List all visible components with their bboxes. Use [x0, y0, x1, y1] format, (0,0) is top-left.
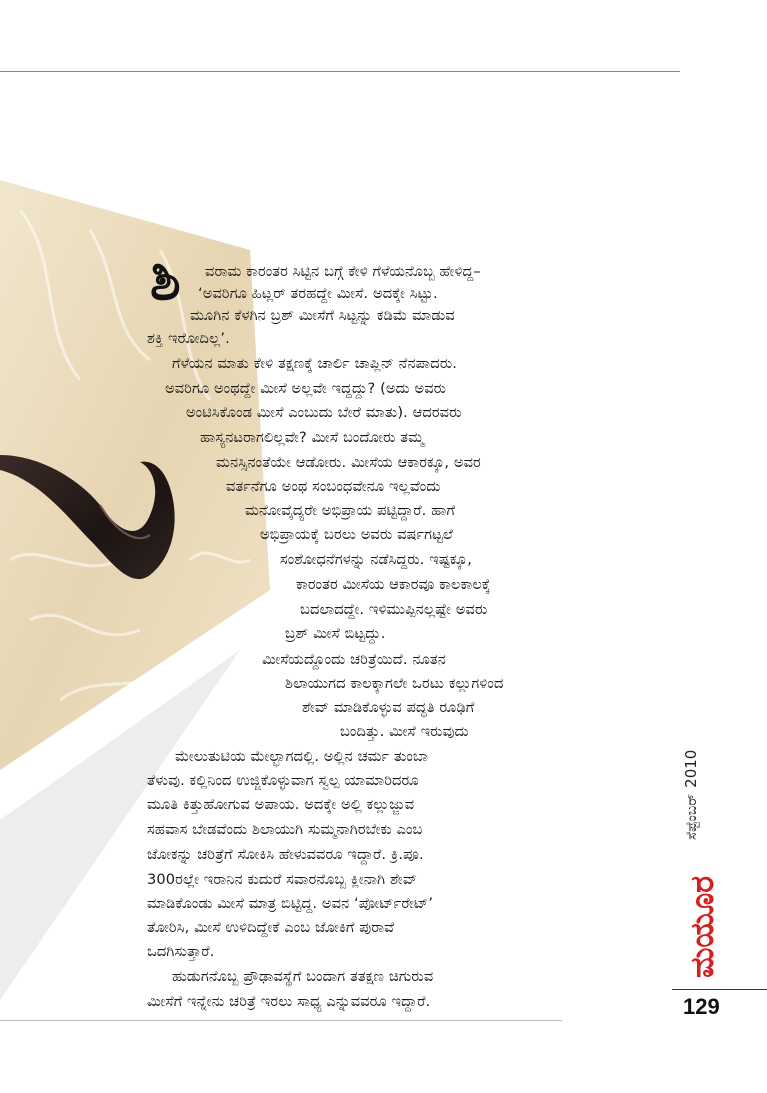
magazine-logo: ಮಯೂರ: [683, 875, 721, 978]
article-line: ಮೂಗಿನ ಕೆಳಗಿನ ಬ್ರಶ್ ಮೀಸೆಗೆ ಸಿಟ್ಟನ್ನು ಕಡಿಮೆ ಮಾಡುವ: [190, 307, 455, 324]
article-line: ಒದಗಿಸುತ್ತಾರೆ.: [147, 943, 215, 960]
article-line: ಬಂದಿತ್ತು. ಮೀಸೆ ಇರುವುದು: [340, 723, 469, 740]
issue-date: [681, 750, 700, 840]
article-line: ಸಹವಾಸ ಬೇಡವೆಂದು ಶಿಲಾಯುಗಿ ಸುಮ್ಮನಾಗಿರಬೇಕು ಎಂಬ: [147, 821, 423, 838]
article-line: ಮನಸ್ಸಿನಂತೆಯೇ ಆಡೋರು. ಮೀಸೆಯ ಆಕಾರಕ್ಕೂ, ಅವರ: [216, 454, 481, 471]
article-line: ಮೂತಿ ಕಿತ್ತುಹೋಗುವ ಅಪಾಯ. ಅದಕ್ಕೇ ಅಲ್ಲಿ ಕಲ್ಲುಜ್ಜುವ: [147, 796, 415, 813]
article-line: ಮೀಸೆಯದ್ದೊಂದು ಚರಿತ್ರೆಯಿದೆ. ನೂತನ: [262, 651, 446, 668]
article-line: ಶಿಲಾಯುಗದ ಕಾಲಕ್ಕಾಗಲೇ ಒರಟು ಕಲ್ಲುಗಳಿಂದ: [285, 675, 504, 692]
article-line: ಜೋಕನ್ನು ಚರಿತ್ರೆಗೆ ಸೋಕಿಸಿ ಹೇಳುವವರೂ ಇದ್ದಾರೆ. ಕ್ರಿ.ಪೂ.: [147, 846, 424, 863]
article-line: ‘ಅವರಿಗೂ ಹಿಟ್ಲರ್ ತರಹದ್ದೇ ಮೀಸೆ. ಅದಕ್ಕೇ ಸಿಟ್ಟು.: [198, 285, 438, 302]
issue-month: ಸೆಪ್ಟೆಂಬರ್: [684, 793, 700, 840]
article-line: ಕಾರಂತರ ಮೀಸೆಯ ಆಕಾರವೂ ಕಾಲಕಾಲಕ್ಕೆ: [296, 576, 491, 593]
article-line: ಶಕ್ತಿ ಇರೋದಿಲ್ಲ’.: [147, 330, 230, 347]
article-line: ಅಂಟಿಸಿಕೊಂಡ ಮೀಸೆ ಎಂಬುದು ಬೇರೆ ಮಾತು). ಆದರವರು: [186, 404, 462, 421]
bottom-rule: [0, 1020, 562, 1021]
drop-cap: ಶಿ: [150, 247, 181, 313]
page-number: 129: [683, 994, 720, 1019]
article-line: ಅಭಿಪ್ರಾಯಕ್ಕೆ ಬರಲು ಅವರು ವರ್ಷಗಟ್ಟಲೆ: [260, 526, 453, 543]
article-line: ವರಾಮ ಕಾರಂತರ ಸಿಟ್ಟಿನ ಬಗ್ಗೆ ಕೇಳಿ ಗೆಳೆಯನೊಬ್ಬ ಹೇಳಿದ್ದ–: [205, 263, 481, 280]
article-line: ಶೇವ್ ಮಾಡಿಕೊಳ್ಳುವ ಪದ್ಧತಿ ರೂಢಿಗೆ: [302, 699, 475, 716]
article-line: ಗೆಳೆಯನ ಮಾತು ಕೇಳಿ ತಕ್ಷಣಕ್ಕೆ ಚಾರ್ಲಿ ಚಾಪ್ಲಿನ್ ನೆನಪಾದರು.: [172, 355, 458, 372]
article-line: ತೋರಿಸಿ, ಮೀಸೆ ಉಳಿದಿದ್ದೇಕೆ ಎಂಬ ಜೋಕಿಗೆ ಪುರಾವೆ: [147, 919, 395, 936]
article-line: ವರ್ತನೆಗೂ ಅಂಥ ಸಂಬಂಧವೇನೂ ಇಲ್ಲವೆಂದು: [226, 478, 441, 495]
article-line: ಹುಡುಗನೊಬ್ಬ ಪ್ರೌಢಾವಸ್ಥೆಗೆ ಬಂದಾಗ ತತಕ್ಷಣ ಚಿಗುರುವ: [172, 968, 434, 985]
article-line: ಮೇಲುತುಟಿಯ ಮೇಲ್ಭಾಗದಲ್ಲಿ. ಅಲ್ಲಿನ ಚರ್ಮ ತುಂಬಾ: [175, 748, 429, 765]
article-line: ಮಾಡಿಕೊಂಡು ಮೀಸೆ ಮಾತ್ರ ಬಿಟ್ಟಿದ್ದ. ಅವನ ‘ಪೋರ್ಟ್‌ರೇಟ್’: [147, 895, 434, 912]
footer-rule: [672, 989, 767, 990]
article-line: ಬ್ರಶ್ ಮೀಸೆ ಬಿಟ್ಟದ್ದು.: [285, 625, 386, 642]
article-line: ಮನೋವೈದ್ಯರೇ ಅಭಿಪ್ರಾಯ ಪಟ್ಟಿದ್ದಾರೆ. ಹಾಗೆ: [245, 502, 456, 519]
article-line: ಅವರಿಗೂ ಅಂಥದ್ದೇ ಮೀಸೆ ಅಲ್ಲವೇ ಇದ್ದದ್ದು? (ಅದು ಅವರು: [165, 380, 447, 397]
issue-year: 2010: [682, 749, 700, 788]
article-line: ಸಂಶೋಧನೆಗಳನ್ನು ನಡೆಸಿದ್ದರು. ಇಷ್ಟಕ್ಕೂ,: [280, 551, 473, 568]
article-line: 300ರಲ್ಲೇ ಇರಾನಿನ ಕುದುರೆ ಸವಾರನೊಬ್ಬ ಕ್ಲೀನಾಗಿ ಶೇವ್: [147, 871, 418, 888]
article-line: ಬದಲಾದದ್ದೇ. ಇಳಿಮುಪ್ಪಿನಲ್ಲಷ್ಟೇ ಅವರು: [300, 601, 488, 618]
article-line: ತೆಳುವು. ಕಲ್ಲಿನಿಂದ ಉಜ್ಜಿಕೊಳ್ಳುವಾಗ ಸ್ವಲ್ಪ ಯಾಮಾರಿದರೂ: [147, 772, 419, 789]
article-line: ಹಾಸ್ಯನಟರಾಗಲಿಲ್ಲವೇ? ಮೀಸೆ ಬಂದೋರು ತಮ್ಮ: [200, 429, 425, 446]
article-line: ಮೀಸೆಗೆ ಇನ್ನೇನು ಚರಿತ್ರೆ ಇರಲು ಸಾಧ್ಯ ಎನ್ನುವವರೂ ಇದ್ದಾರೆ.: [147, 993, 431, 1010]
